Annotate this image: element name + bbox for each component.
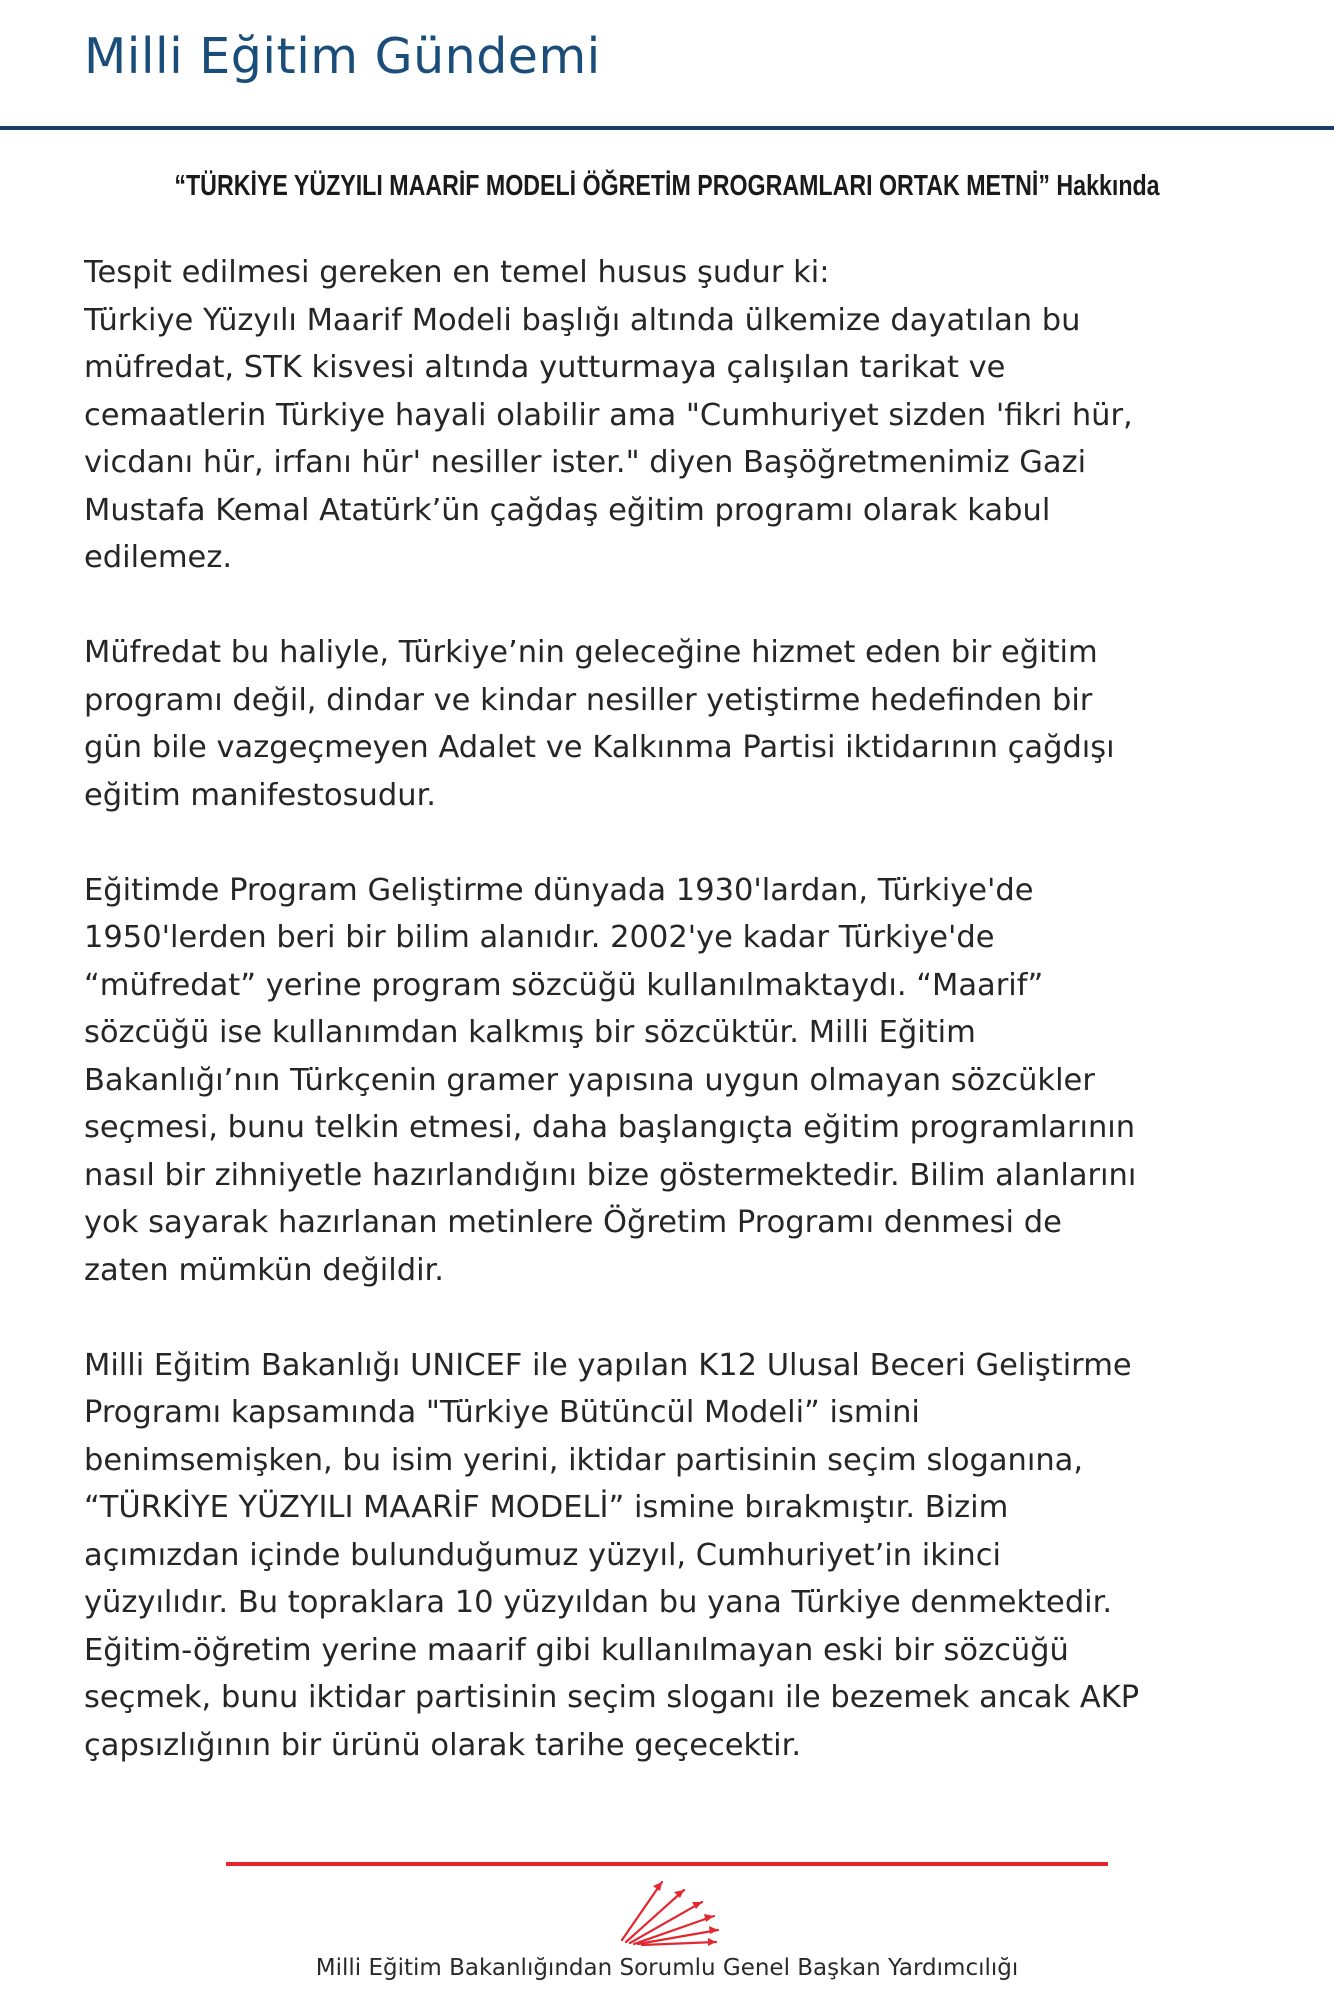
document-heading-main: “TÜRKİYE YÜZYILI MAARİF MODELİ ÖĞRETİM PROGRAMLARI ORTAK METNİ” [174,170,1050,202]
paragraph-4: Milli Eğitim Bakanlığı UNICEF ile yapılan K12 Ulusal Beceri Geliştirme Programı kapsamında "Türkiye Bütüncül Modeli” ismini benimsemişken, bu isim yerini, iktidar partisinin seçim sloganına, “TÜRKİYE YÜZYILI MAARİF MODELİ” ismine bırakmıştır. Bizim açımızdan içinde bulunduğumuz yüzyıl, Cumhuriyet’in ikinci yüzyılıdır. Bu topraklara 10 yüzyıldan bu yana Türkiye denmektedir. Eğitim-öğretim yerine maarif gibi kullanılmayan eski bir sözcüğü seçmek, bunu iktidar partisinin seçim sloganı ile bezemek ancak AKP çapsızlığının bir ürünü olarak tarihe geçecektir. [84,1347,1140,1763]
page-header-title: Milli Eğitim Gündemi [84,28,601,85]
paragraph-2: Müfredat bu haliyle, Türkiye’nin geleceğine hizmet eden bir eğitim programı değil, dindar ve kindar nesiller yetiştirme hedefinden bir gün bile vazgeçmeyen Adalet ve Kalkınma Partisi iktidarının çağdışı eğitim manifestosudur. [84,635,1115,813]
paragraph-3: Eğitimde Program Geliştirme dünyada 1930'lardan, Türkiye'de 1950'lerden beri bir bilim alanıdır. 2002'ye kadar Türkiye'de “müfredat” yerine program sözcüğü kullanılmaktaydı. “Maarif” sözcüğü ise kullanımdan kalkmış bir sözcüktür. Milli Eğitim Bakanlığı’nın Türkçenin gramer yapısına uygun olmayan sözcükler seçmesi, bunu telkin etmesi, daha başlangıçta eğitim programlarının nasıl bir zihniyetle hazırlandığını bize göstermektedir. Bilim alanlarını yok sayarak hazırlanan metinlere Öğretim Programı denmesi de zaten mümkün değildir. [84,872,1137,1288]
document-heading [133,170,1200,203]
document-heading-suffix: Hakkında [1049,170,1160,202]
footer-department-name: Milli Eğitim Bakanlığından Sorumlu Genel Başkan Yardımcılığı [315,1955,1019,1981]
header-divider [0,126,1334,130]
paragraph-1: Tespit edilmesi gereken en temel husus şudur ki: Türkiye Yüzyılı Maarif Modeli başlığı altında ülkemize dayatılan bu müfredat, STK kisvesi altında yutturmaya çalışılan tarikat ve cemaatlerin Türkiye hayali olabilir ama "Cumhuriyet sizden 'fikri hür, vicdanı hür, irfanı hür' nesiller ister." diyen Başöğretmenimiz Gazi Mustafa Kemal Atatürk’ün çağdaş eğitim programı olarak kabul edilemez. [84,255,1133,575]
six-arrows-logo-icon [612,1876,722,1946]
footer-divider [226,1862,1108,1866]
document-body [84,249,1264,1817]
